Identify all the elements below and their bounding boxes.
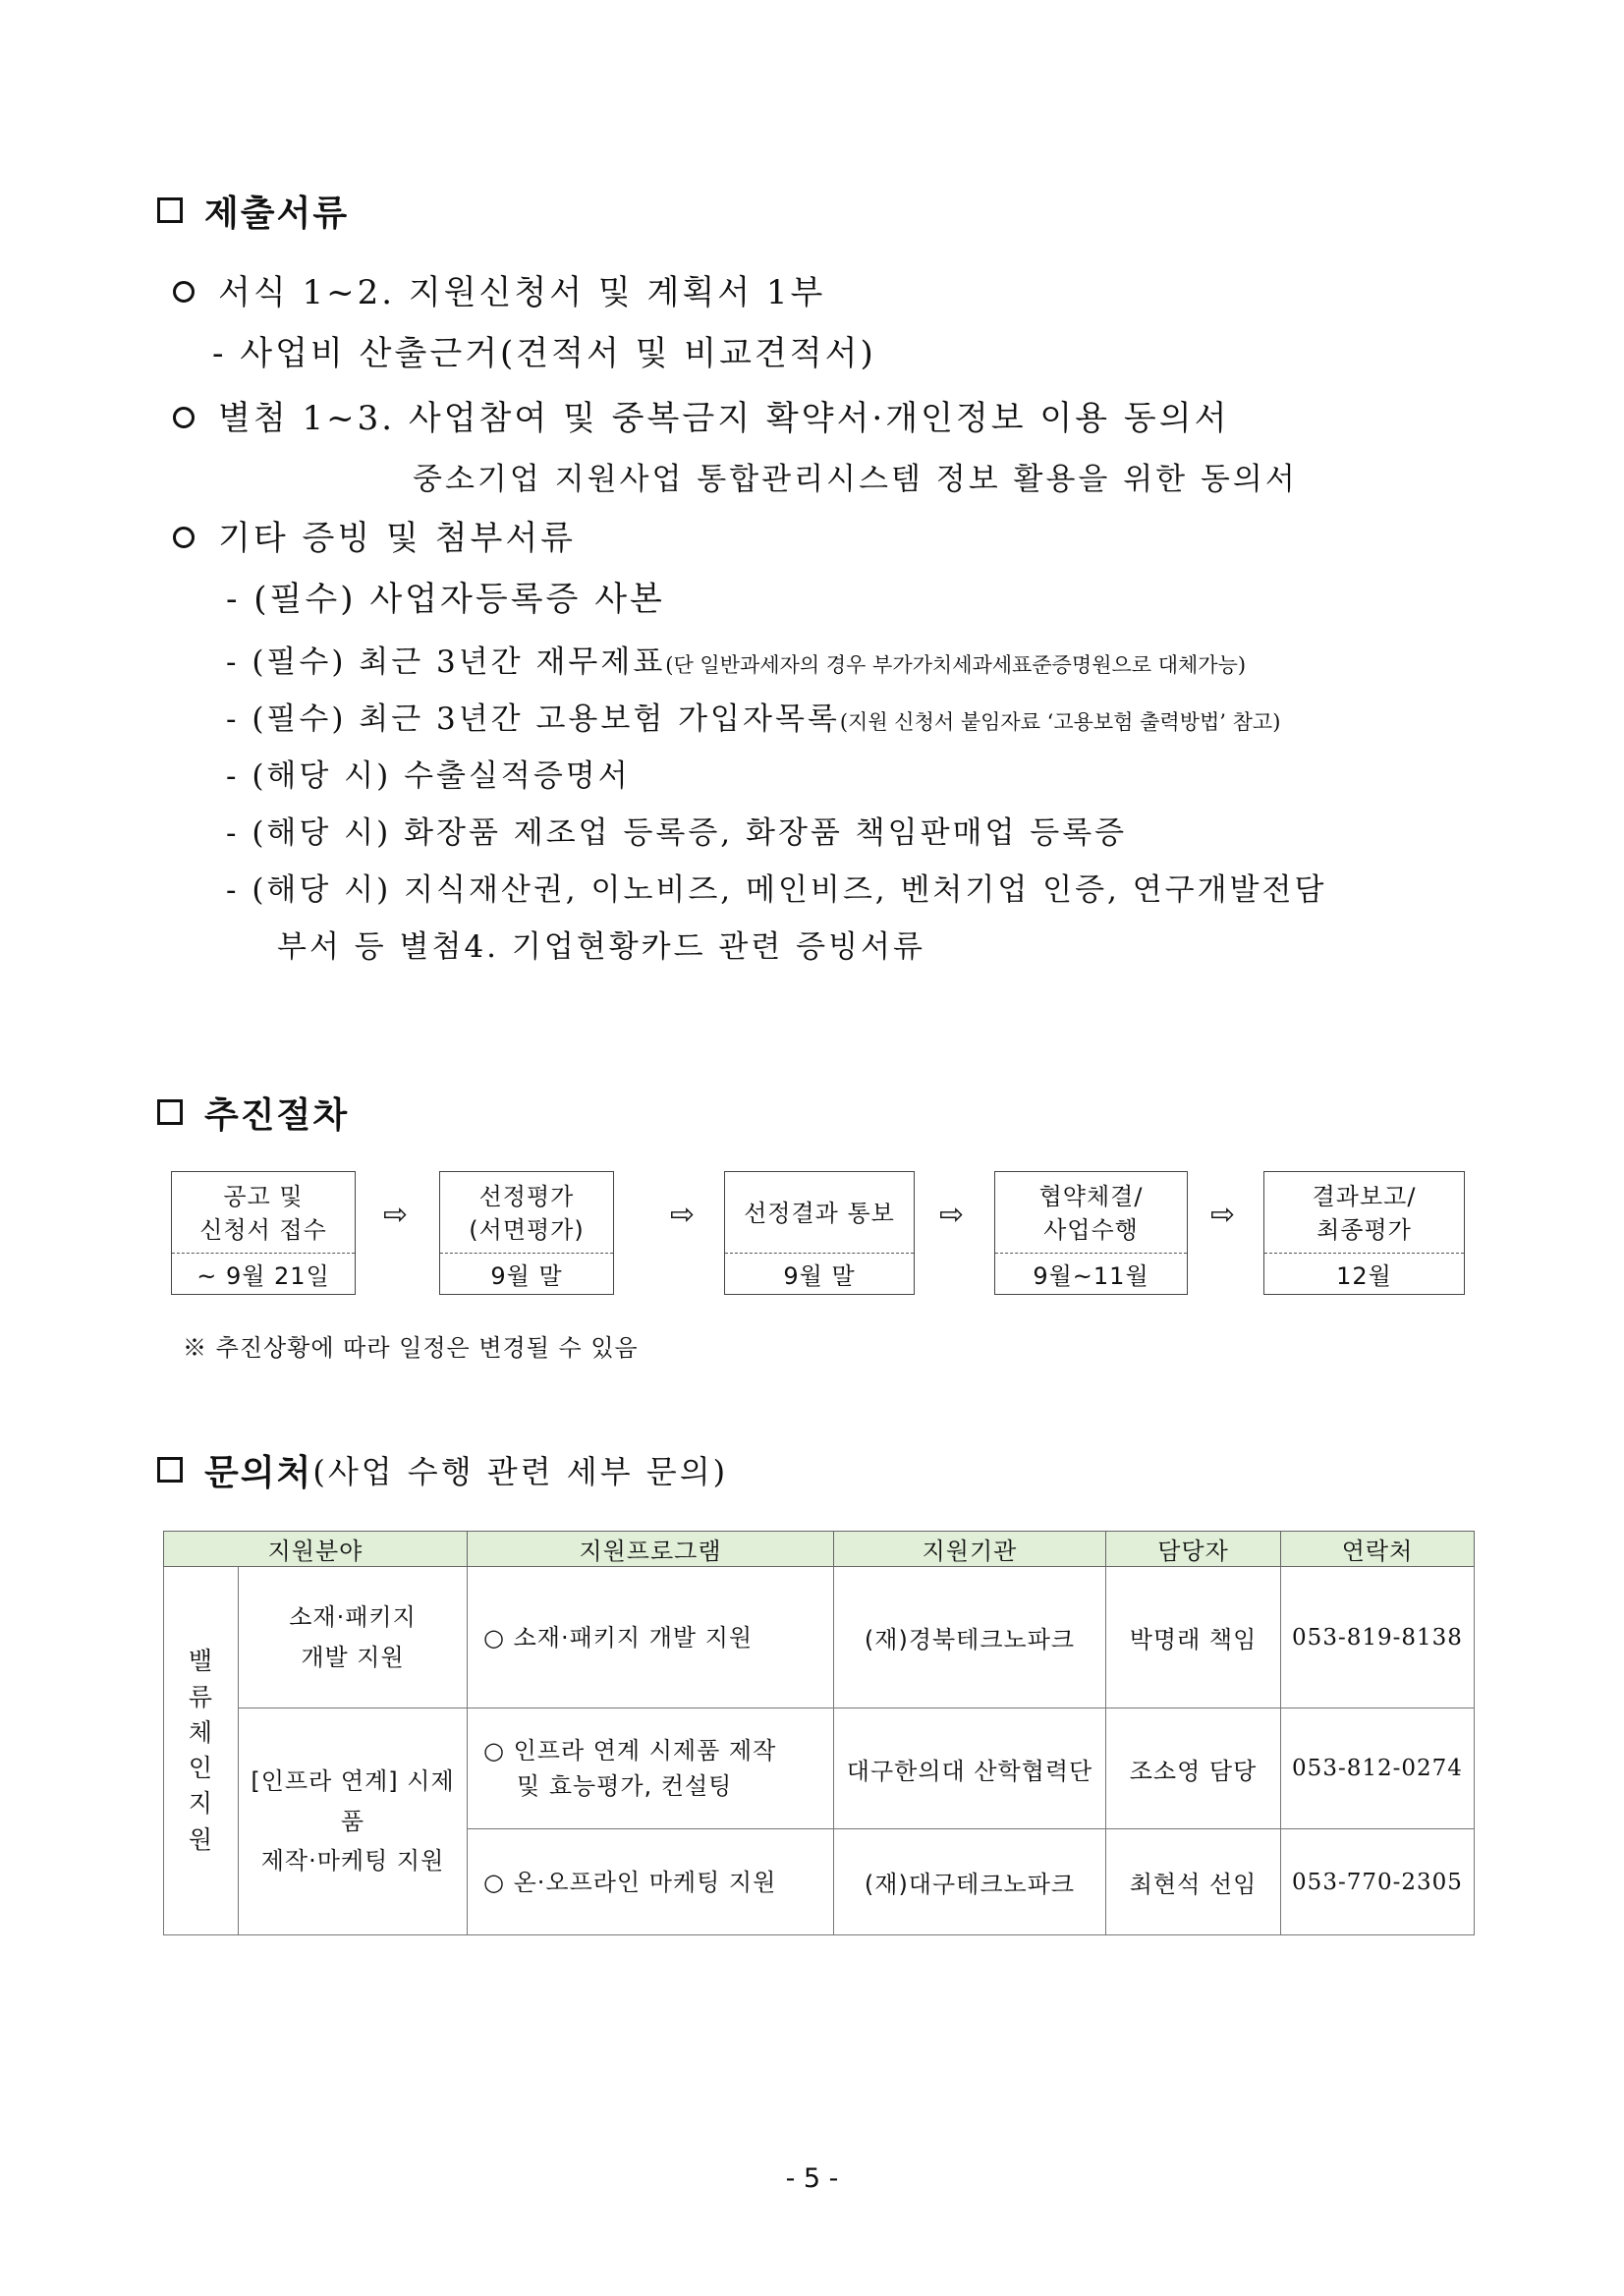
process-note: ※ 추진상황에 따라 일정은 변경될 수 있음: [183, 1334, 639, 1362]
table-header: 지원프로그램: [468, 1532, 834, 1567]
agency-cell: (재)대구테크노파크: [834, 1829, 1106, 1935]
table-header-row: [164, 1532, 1475, 1567]
table-row: [164, 1708, 1475, 1829]
process-step-3: 선정결과 통보 9월 말: [724, 1171, 915, 1295]
page-number: - 5 -: [785, 2163, 839, 2194]
agency-cell: (재)경북테크노파크: [834, 1567, 1106, 1708]
section-header-process: [157, 1091, 349, 1134]
manager-cell: 박명래 책임: [1106, 1567, 1281, 1708]
right-arrow-icon: ⇨: [383, 1198, 409, 1232]
program-cell: ○ 인프라 연계 시제품 제작 및 효능평가, 컨설팅: [468, 1708, 834, 1829]
agency-cell: 대구한의대 산학협력단: [834, 1708, 1106, 1829]
section-header-contact: [157, 1448, 728, 1491]
table-header: 지원기관: [834, 1532, 1106, 1567]
process-step-date: 9월 말: [440, 1253, 613, 1294]
circle-bullet-icon: [173, 407, 195, 428]
submit-subitem: - (해당 시) 지식재산권, 이노비즈, 메인비즈, 벤처기업 인증, 연구개발전담: [226, 872, 1327, 908]
support-group-cell: 밸 류 체 인 지 원: [164, 1567, 239, 1935]
section-title: 제출서류: [204, 193, 350, 234]
support-area-cell: [인프라 연계] 시제품 제작·마케팅 지원: [239, 1708, 468, 1935]
support-area-cell: 소재·패키지 개발 지원: [239, 1567, 468, 1708]
section-subtitle: (사업 수행 관련 세부 문의): [312, 1453, 729, 1490]
submit-subitem: - (필수) 최근 3년간 고용보험 가입자목록(지원 신청서 붙임자료 ‘고용보험 출력방법’ 참고): [226, 701, 1281, 737]
process-step-4: 협약체결/ 사업수행 9월~11월: [994, 1171, 1188, 1295]
manager-cell: 조소영 담당: [1106, 1708, 1281, 1829]
square-bullet-icon: [157, 197, 183, 223]
section-title: 추진절차: [204, 1094, 350, 1136]
phone-cell: 053-812-0274: [1281, 1708, 1475, 1829]
square-bullet-icon: [157, 1099, 183, 1125]
submit-subitem-cont: 부서 등 별첨4. 기업현황카드 관련 증빙서류: [277, 929, 925, 965]
submit-subitem: - (해당 시) 화장품 제조업 등록증, 화장품 책임판매업 등록증: [226, 815, 1128, 851]
manager-cell: 최현석 선임: [1106, 1829, 1281, 1935]
table-header: 연락처: [1281, 1532, 1475, 1567]
submit-subitem: - (필수) 사업자등록증 사본: [226, 580, 665, 619]
process-step-2: 선정평가 (서면평가) 9월 말: [439, 1171, 614, 1295]
submit-subitem: 중소기업 지원사업 통합관리시스템 정보 활용을 위한 동의서: [413, 462, 1298, 497]
submit-item: 별첨 1~3. 사업참여 및 중복금지 확약서·개인정보 이용 동의서: [173, 391, 1229, 439]
process-step-date: 9월~11월: [995, 1253, 1187, 1294]
circle-bullet-icon: [173, 527, 195, 548]
table-header: 담당자: [1106, 1532, 1281, 1567]
right-arrow-icon: ⇨: [939, 1198, 965, 1232]
square-bullet-icon: [157, 1457, 183, 1483]
program-cell: ○ 온·오프라인 마케팅 지원: [468, 1829, 834, 1935]
process-step-date: 9월 말: [725, 1253, 914, 1294]
table-header: 지원분야: [164, 1532, 468, 1567]
circle-bullet-icon: [173, 281, 195, 303]
process-step-5: 결과보고/ 최종평가 12월: [1263, 1171, 1465, 1295]
right-arrow-icon: ⇨: [670, 1198, 696, 1232]
process-step-date: 12월: [1264, 1253, 1464, 1294]
section-title: 문의처: [204, 1452, 313, 1493]
submit-subitem: - 사업비 산출근거(견적서 및 비교견적서): [212, 334, 876, 373]
right-arrow-icon: ⇨: [1210, 1198, 1236, 1232]
phone-cell: 053-770-2305: [1281, 1829, 1475, 1935]
program-cell: ○ 소재·패키지 개발 지원: [468, 1567, 834, 1708]
process-step-date: ~ 9월 21일: [172, 1253, 355, 1294]
section-header-submit: [157, 189, 349, 232]
submit-item: 서식 1~2. 지원신청서 및 계획서 1부: [173, 265, 825, 313]
process-step-1: 공고 및 신청서 접수 ~ 9월 21일: [171, 1171, 356, 1295]
contact-table: [163, 1531, 1475, 1935]
table-row: [164, 1567, 1475, 1708]
phone-cell: 053-819-8138: [1281, 1567, 1475, 1708]
submit-subitem: - (필수) 최근 3년간 재무제표(단 일반과세자의 경우 부가가치세과세표준증명원으로 대체가능): [226, 644, 1247, 680]
submit-subitem: - (해당 시) 수출실적증명서: [226, 758, 631, 794]
submit-item: 기타 증빙 및 첨부서류: [173, 511, 576, 559]
